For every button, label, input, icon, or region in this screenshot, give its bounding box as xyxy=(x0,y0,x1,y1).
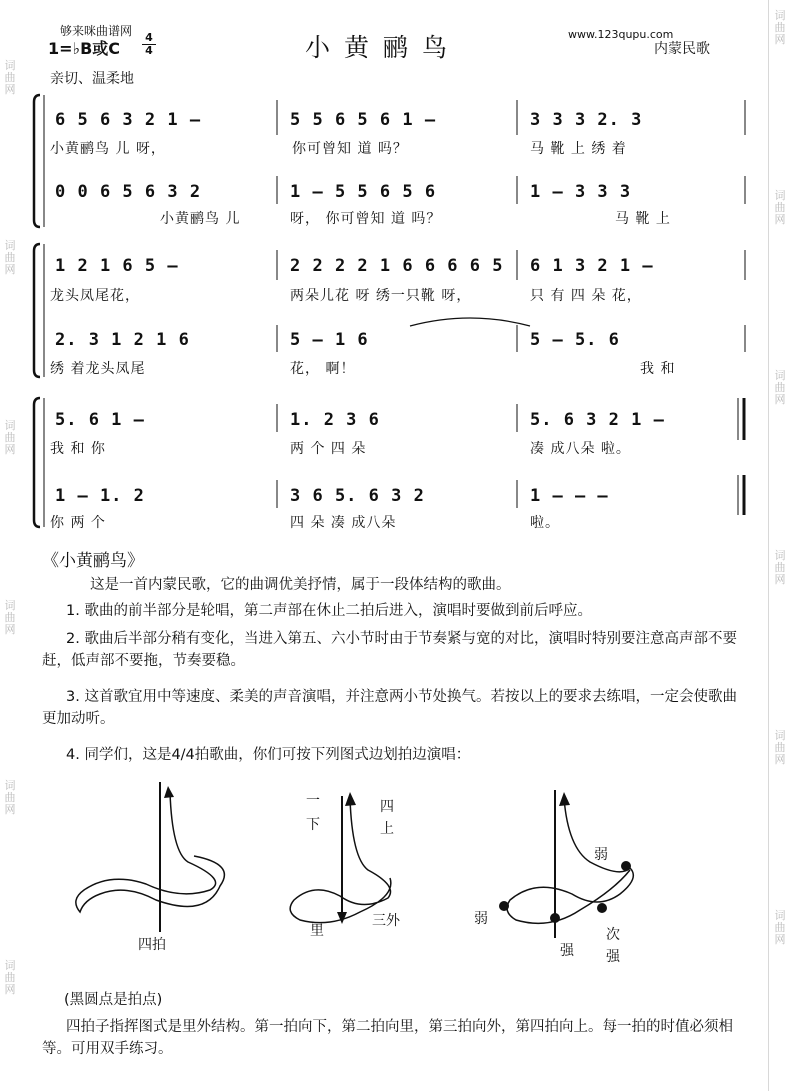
notes-lower: 0 0 6 5 6 3 2 xyxy=(55,182,202,202)
lyrics-lower: 花， 啊！ xyxy=(290,361,356,377)
lyrics-lower: 马 靴 上 xyxy=(615,211,671,227)
watermark-text: 词曲网 xyxy=(774,909,786,946)
conducting-diagram-1 xyxy=(60,772,280,962)
commentary-point-4: 4. 同学们，这是4/4拍歌曲，你们可按下列图式边划拍边演唱： xyxy=(66,747,471,763)
diagram-3-strong2: 强 xyxy=(606,949,620,965)
watermark-text: 词曲网 xyxy=(774,549,786,586)
notes-upper: 5. 6 1 – xyxy=(55,410,145,430)
lyrics-lower: 你 两 个 xyxy=(50,515,106,531)
notes-lower: 1 – 1. 2 xyxy=(55,486,145,506)
commentary-point-3: 3. 这首歌宜用中等速度、柔美的声音演唱，并注意两小节处换气。若按以上的要求去练唱，一定会使歌曲更加动听。 xyxy=(42,689,737,727)
commentary-point-1: 1. 歌曲的前半部分是轮唱，第二声部在休止二拍后进入，演唱时要做到前后呼应。 xyxy=(66,603,592,619)
lyrics-lower: 呀， 你可曾知 道 吗？ xyxy=(290,211,442,227)
notes-upper: 1. 2 3 6 xyxy=(290,410,380,430)
diagram-2-up: 上 xyxy=(380,821,394,837)
lyrics-upper: 小黄鹂鸟 儿 呀， xyxy=(50,141,166,157)
lyrics-upper: 马 靴 上 绣 着 xyxy=(530,141,627,157)
commentary-intro: 这是一首内蒙民歌，它的曲调优美抒情，属于一段体结构的歌曲。 xyxy=(90,577,511,593)
notes-upper: 6 1 3 2 1 – xyxy=(530,256,654,276)
footer-text: 四拍子指挥图式是里外结构。第一拍向下，第二拍向里，第三拍向外，第四拍向上。每一拍的时值必须相等。可用双手练习。 xyxy=(42,1019,733,1057)
lyrics-lower: 小黄鹂鸟 儿 xyxy=(160,211,241,227)
lyrics-lower: 我 和 xyxy=(640,361,676,377)
notes-upper: 5 5 6 5 6 1 – xyxy=(290,110,437,130)
expression-mark: 亲切、温柔地 xyxy=(50,71,134,87)
lyrics-upper: 只 有 四 朵 花， xyxy=(530,288,642,304)
watermark-text: 词曲网 xyxy=(4,779,16,816)
watermark-text: 词曲网 xyxy=(4,239,16,276)
notes-upper: 3 3 3 2. 3 xyxy=(530,110,643,130)
diagram-1-caption: 四拍 xyxy=(138,937,166,953)
lyrics-upper: 两 个 四 朵 xyxy=(290,441,367,457)
site-name: 够来咪曲谱网 xyxy=(60,24,133,38)
lyrics-lower: 绣 着龙头凤尾 xyxy=(50,361,146,377)
notes-lower: 5 – 1 6 xyxy=(290,330,369,350)
diagram-2-out: 三外 xyxy=(372,913,400,929)
time-top: 4 xyxy=(145,31,153,44)
song-origin: 内蒙民歌 xyxy=(654,41,710,57)
conducting-diagram-2 xyxy=(270,778,430,948)
watermark-text: 词曲网 xyxy=(774,189,786,226)
watermark-text: 词曲网 xyxy=(774,9,786,46)
watermark-text: 词曲网 xyxy=(4,599,16,636)
lyrics-upper: 你可曾知 道 吗？ xyxy=(292,141,408,157)
diagram-2-down: 下 xyxy=(306,817,320,833)
notes-lower: 1 – 3 3 3 xyxy=(530,182,632,202)
notes-upper: 1 2 1 6 5 – xyxy=(55,256,179,276)
site-url[interactable]: www.123qupu.com xyxy=(568,28,674,41)
commentary-point-2: 2. 歌曲后半部分稍有变化，当进入第五、六小节时由于节奏紧与宽的对比，演唱时特别要注意高声部不要赶，低声部不要拖，节奏要稳。 xyxy=(42,631,737,669)
commentary-heading: 《小黄鹂鸟》 xyxy=(42,551,144,571)
notes-lower: 1 – – – xyxy=(530,486,609,506)
song-title: 小黄鹂鸟 xyxy=(305,33,462,62)
notes-upper: 5. 6 3 2 1 – xyxy=(530,410,665,430)
diagram-3-sub: 次 xyxy=(606,927,620,943)
conducting-diagram-3 xyxy=(480,778,680,948)
notes-lower: 3 6 5. 6 3 2 xyxy=(290,486,425,506)
watermark-text: 词曲网 xyxy=(774,729,786,766)
diagram-3-weak-right: 弱 xyxy=(594,847,608,863)
notes-upper: 6 5 6 3 2 1 – xyxy=(55,110,202,130)
lyrics-upper: 凑 成八朵 啦。 xyxy=(530,441,631,457)
lyrics-lower: 四 朵 凑 成八朵 xyxy=(290,515,397,531)
notes-upper: 2 2 2 2 1 6 6 6 6 5 xyxy=(290,256,504,276)
key-signature: 1=♭B或C xyxy=(48,39,121,58)
lyrics-upper: 龙头凤尾花， xyxy=(50,288,140,304)
diagram-2-beat4: 四 xyxy=(380,799,394,815)
diagram-3-strong: 强 xyxy=(560,943,574,959)
footer-note: (黑圆点是拍点) xyxy=(64,992,163,1008)
notes-lower: 5 – 5. 6 xyxy=(530,330,620,350)
lyrics-upper: 我 和 你 xyxy=(50,441,106,457)
watermark-text: 词曲网 xyxy=(4,419,16,456)
watermark-text: 词曲网 xyxy=(4,959,16,996)
notes-lower: 1 – 5 5 6 5 6 xyxy=(290,182,437,202)
diagram-2-in: 里 xyxy=(310,923,324,939)
lyrics-lower: 啦。 xyxy=(530,515,560,531)
time-bottom: 4 xyxy=(145,44,153,57)
notes-lower: 2. 3 1 2 1 6 xyxy=(55,330,190,350)
diagram-2-beat1: 一 xyxy=(306,793,320,809)
watermark-text: 词曲网 xyxy=(774,369,786,406)
lyrics-upper: 两朵儿花 呀 绣一只靴 呀， xyxy=(290,288,472,304)
diagram-3-weak-left: 弱 xyxy=(474,911,488,927)
watermark-text: 词曲网 xyxy=(4,59,16,96)
